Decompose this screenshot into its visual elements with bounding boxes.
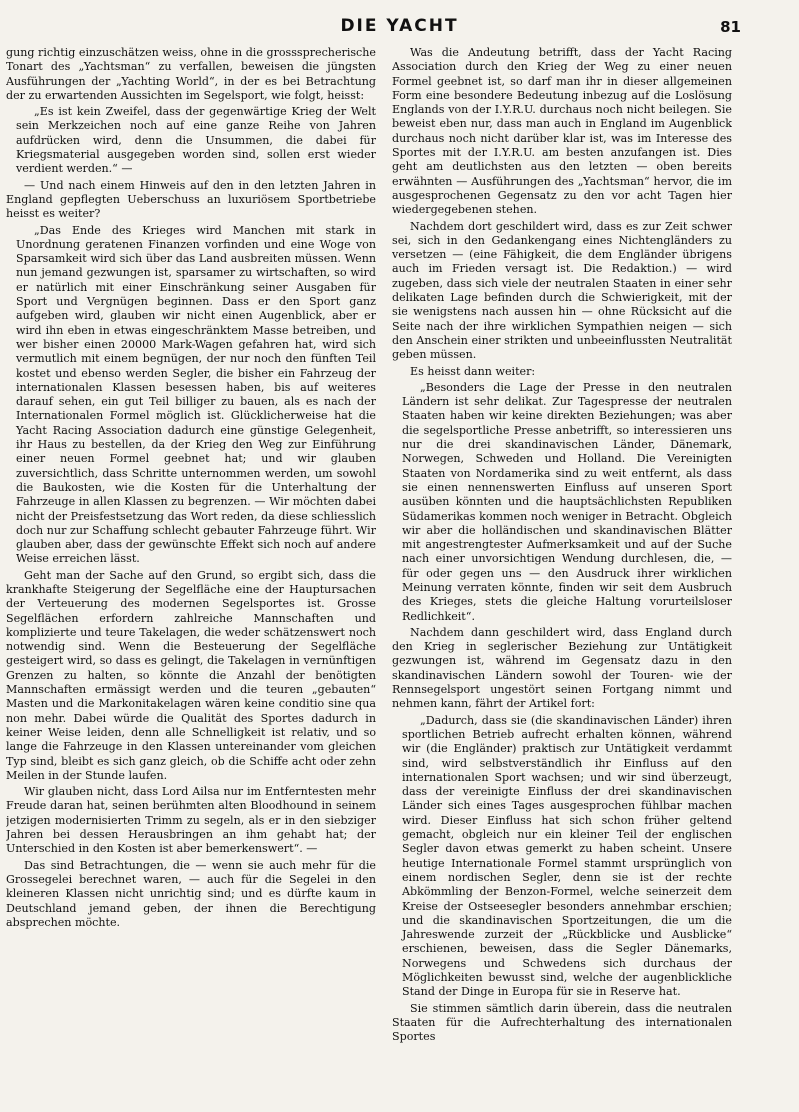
- paragraph: Was die Andeutung betrifft, dass der Yacht Racing Association durch den Krieg der Weg zu einer neuen Formel geebnet ist, so darf man ihr in dieser allgemeinen Form eine besondere Bedeutung inbezug auf die Loslösung Englands von der I.Y.R.U. durchaus noch nicht beilegen. Sie beweist eben nur, dass man auch in England im Augenblick durchaus noch nicht darüber klar ist, was im Interesse des Sportes mit der I.Y.R.U. am besten anzufangen ist. Dies geht am deutlichsten aus den letzten — oben bereits erwähnten — Ausführungen des „Yachtsman“ hervor, die im ausgesprochenen Gegensatz zu den vor acht Tagen hier wiedergegebenen stehen.: [392, 46, 732, 217]
- paragraph: Das sind Betrachtungen, die — wenn sie auch mehr für die Grossegelei berechnet waren, — auch für die Segelei in den kleineren Klassen nicht unrichtig sind; und es dürfte kaum in Deutschland jemand geben, der ihnen die Berechtigung absprechen möchte.: [6, 858, 376, 929]
- paragraph: Sie stimmen sämtlich darin überein, dass die neutralen Staaten für die Aufrechterhaltung des internationalen Sportes: [392, 1001, 732, 1044]
- paragraph: Nachdem dort geschildert wird, dass es zur Zeit schwer sei, sich in den Gedankengang eines Nichtengländers zu versetzen — (eine Fähigkeit, die dem Engländer übrigens auch im Frieden versagt ist. Die Redaktion.) — wird zugeben, dass sich viele der neutralen Staaten in einer sehr delikaten Lage befinden durch die Schwierigkeit, mit der sie wenigstens nach aussen hin — ohne Rücksicht auf die Seite nach der ihre wirklichen Sympathien neigen — sich den Anschein einer strikten und unbeeinflussten Neutralität geben müssen.: [392, 219, 732, 362]
- quote-paragraph: „Besonders die Lage der Presse in den neutralen Ländern ist sehr delikat. Zur Tagespresse der neutralen Staaten haben wir keine direkten Beziehungen; was aber die segelsportliche Presse anbetrifft, so interessieren uns nur die drei skandinavischen Länder, Dänemark, Norwegen, Schweden und Holland. Die Vereinigten Staaten von Nordamerika sind zu weit entfernt, als dass sie einen nennenswerten Einfluss auf unseren Sport ausüben könnten und die hauptsächlichsten Republiken Südamerikas kommen noch weniger in Betracht. Obgleich wir aber die holländischen und skandinavischen Blätter mit angestrengtester Aufmerksamkeit und auf der Suche nach einer unvorsichtigen Wendung durchlesen, die, — für oder gegen uns — den Ausdruck ihrer wirklichen Meinung verraten könnte, finden wir seit dem Ausbruch des Krieges, stets die gleiche Haltung vorurteilsloser Redlichkeit“.: [402, 380, 732, 623]
- paragraph: Es heisst dann weiter:: [410, 364, 536, 378]
- page-number: 81: [720, 18, 741, 36]
- paragraph: Nachdem dann geschildert wird, dass England durch den Krieg in seglerischer Beziehung zur Untätigkeit gezwungen ist, während im Gegensatz dazu in den skandinavischen Ländern sowohl der Touren- wie der Rennsegelsport ungestört seinen Fortgang nimmt und nehmen kann, fährt der Artikel fort:: [392, 625, 732, 711]
- paragraph: Wir glauben nicht, dass Lord Ailsa nur im Entferntesten mehr Freude daran hat, seinen berühmten alten Bloodhound in seinem jetzigen modernisierten Trimm zu segeln, als er in den siebziger Jahren bei dessen Herausbringen an ihm gehabt hat; der Unterschied in den Kosten ist aber bemerkenswert“. —: [6, 785, 376, 856]
- left-column: [6, 46, 376, 1106]
- paragraph: Geht man der Sache auf den Grund, so ergibt sich, dass die krankhafte Steigerung der Segelfläche eine der Hauptursachen der Verteuerung des modernen Segelsportes ist. Grosse Segelflächen erfordern zahlreiche Mannschaften und komplizierte und teure Takelagen, die weder schätzenswert noch notwendig sind. Wenn die Besteuerung der Segelfläche gesteigert wird, so dass es gelingt, die Takelagen in vernünftigen Grenzen zu halten, so könnte die Anzahl der benötigten Mannschaften ermässigt werden und die teuren „gebauten“ Masten und die Markonitakelagen wären keine conditio sine qua non mehr. Dabei würde die Qualität des Sportes dadurch in keiner Weise leiden, denn alle Schnelligkeit ist relativ, und so lange die Fahrzeuge in den Klassen untereinander vom gleichen Typ sind, bleibt es sich ganz gleich, ob die Schiffe acht oder zehn Meilen in der Stunde laufen.: [6, 568, 376, 782]
- right-column: [392, 46, 732, 1106]
- running-header: [0, 14, 799, 44]
- quote-paragraph: „Dadurch, dass sie (die skandinavischen Länder) ihren sportlichen Betrieb aufrecht erhalten können, während wir (die Engländer) praktisch zur Untätigkeit verdammt sind, wird selbstverständlich ihr Einfluss auf den internationalen Sport wachsen; und wir sind überzeugt, dass der vereinigte Einfluss der drei skandinavischen Länder sich eines Tages ausgesprochen fühlbar machen wird. Dieser Einfluss hat sich schon früher geltend gemacht, obgleich nur ein kleiner Teil der englischen Segler davon etwas gemerkt zu haben scheint. Unsere heutige Internationale Formel stammt ursprünglich von einem nordischen Segler, denn sie ist der rechte Abkömmling der Benzon-Formel, welche seinerzeit dem Kreise der Ostseesegler besonders annehmbar erschien; und die skandinavischen Sportzeitungen, die um die Jahreswende zurzeit der „Rückblicke und Ausblicke“ erschienen, beweisen, dass die Segler Dänemarks, Norwegens und Schwedens sich durchaus der Möglichkeiten bewusst sind, welche der augenblickliche Stand der Dinge in Europa für sie in Reserve hat.: [402, 713, 732, 999]
- paragraph: — Und nach einem Hinweis auf den in den letzten Jahren in England gepflegten Ueberschuss an luxuriösem Sportbetriebe heisst es weiter?: [6, 178, 376, 221]
- journal-title: DIE YACHT: [340, 16, 459, 36]
- quote-paragraph: „Es ist kein Zweifel, dass der gegenwärtige Krieg der Welt sein Merkzeichen noch auf eine ganze Reihe von Jahren aufdrücken wird, denn die Unsummen, die dabei für Kriegsmaterial ausgegeben worden sind, sollen erst wieder verdient werden.“ —: [16, 105, 376, 176]
- quote-paragraph: „Das Ende des Krieges wird Manchen mit stark in Unordnung geratenen Finanzen vorfinden und eine Woge von Sparsamkeit wird sich über das Land ausbreiten müssen. Wenn nun jemand gezwungen ist, sparsamer zu wirtschaften, so wird er natürlich mit einer Einschränkung seiner Ausgaben für Sport und Vergnügen beginnen. Dass er den Sport ganz aufgeben wird, glauben wir nicht einen Augenblick, aber er wird ihn eben in etwas eingeschränktem Masse betreiben, und wer bisher einen 20000 Mark-Wagen gefahren hat, wird sich vermutlich mit einem begnügen, der nur noch den fünften Teil kostet und ebenso werden Segler, die bisher ein Fahrzeug der internationalen Klassen besessen haben, bis auf weiteres darauf sehen, ein gut Teil billiger zu bauen, als es nach der Internationalen Formel möglich ist. Glücklicherweise hat die Yacht Racing Association dadurch eine günstige Gelegenheit, ihr Haus zu bestellen, da der Krieg den Weg zur Einführung einer neuen Formel geebnet hat; und wir glauben zuversichtlich, dass Schritte unternommen werden, um sowohl die Baukosten, wie die Kosten für die Unterhaltung der Fahrzeuge in allen Klassen zu begrenzen. — Wir möchten dabei nicht der Preisfestsetzung das Wort reden, da diese schliesslich doch nur zur Schaffung schlecht gebauter Fahrzeuge führt. Wir glauben aber, dass der gewünschte Effekt sich noch auf andere Weise erreichen lässt.: [16, 223, 376, 566]
- paragraph: gung richtig einzuschätzen weiss, ohne in die grosssprecherische Tonart des „Yachtsman“ zu verfallen, beweisen die jüngsten Ausführungen der „Yachting World“, in der es bei Betrachtung der zu erwartenden Aussichten im Segelsport, wie folgt, heisst:: [6, 46, 376, 102]
